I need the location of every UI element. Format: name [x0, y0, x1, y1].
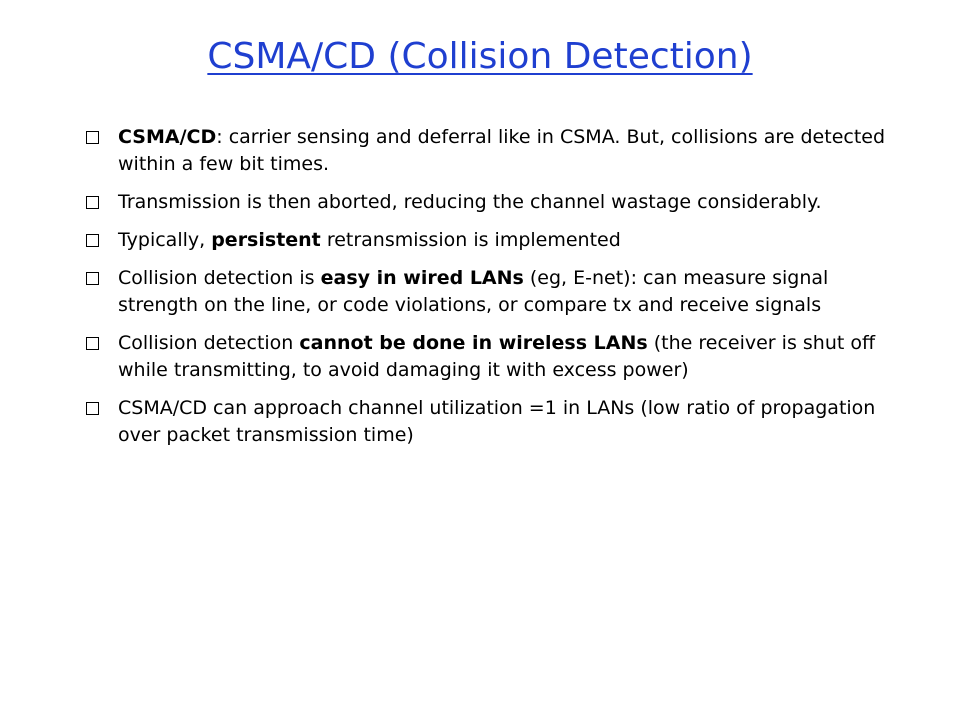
bullet-item-wired-detection — [110, 265, 900, 319]
square-bullet-icon — [86, 131, 99, 144]
bullet-list — [110, 124, 900, 460]
bullet-item-persistent-retransmission — [110, 227, 900, 254]
bullet-bold-term: CSMA/CD — [118, 126, 217, 148]
bullet-text-after: (eg, E-net): can measure signal strength on the line, or code violations, or compare tx and receive signals — [118, 267, 829, 316]
bullet-bold-term: cannot be done in wireless LANs — [299, 332, 648, 354]
bullet-text-before: Collision detection — [118, 332, 300, 354]
bullet-text: CSMA/CD can approach channel utilization =1 in LANs (low ratio of propagation over packet transmission time) — [118, 397, 876, 446]
bullet-item-wireless-detection — [110, 330, 900, 384]
bullet-bold-term: easy in wired LANs — [320, 267, 524, 289]
bullet-item-transmission-aborted — [110, 189, 900, 216]
bullet-text-before: Typically, — [118, 229, 212, 251]
square-bullet-icon — [86, 272, 99, 285]
square-bullet-icon — [86, 196, 99, 209]
bullet-text-after: (the receiver is shut off while transmitting, to avoid damaging it with excess power) — [118, 332, 876, 381]
square-bullet-icon — [86, 337, 99, 350]
bullet-item-csma-cd-definition — [110, 124, 900, 178]
bullet-item-channel-utilization — [110, 395, 900, 449]
bullet-text-before: Collision detection is — [118, 267, 321, 289]
square-bullet-icon — [86, 402, 99, 415]
slide-title: CSMA/CD (Collision Detection) — [207, 36, 753, 77]
bullet-bold-term: persistent — [211, 229, 321, 251]
bullet-text-after: retransmission is implemented — [320, 229, 621, 251]
square-bullet-icon — [86, 234, 99, 247]
bullet-text: : carrier sensing and deferral like in CSMA. But, collisions are detected within a few bit times. — [118, 126, 886, 175]
bullet-text: Transmission is then aborted, reducing the channel wastage considerably. — [118, 191, 822, 213]
